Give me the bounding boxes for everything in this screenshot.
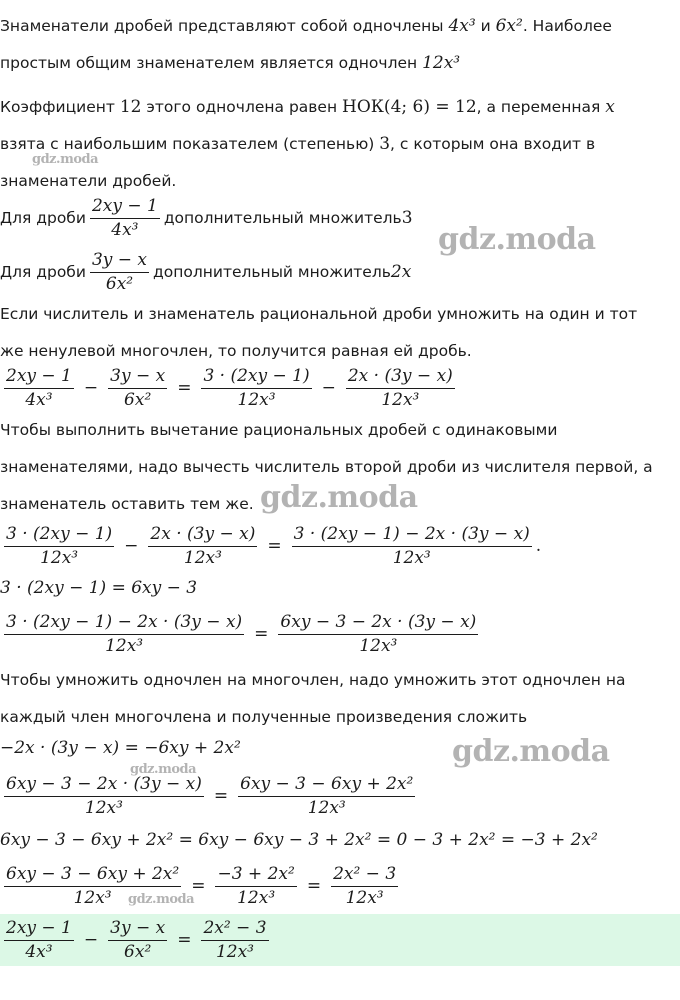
fraction: [201, 366, 311, 410]
paragraph-common-denominator: [0, 45, 680, 82]
equals-sign: =: [177, 930, 192, 950]
text: , а переменная: [476, 98, 606, 116]
fraction: [215, 864, 296, 908]
fraction: [4, 366, 74, 410]
equation-final-answer: [0, 914, 273, 966]
fraction: [90, 196, 160, 240]
denominator: 6x²: [124, 942, 152, 962]
text: же ненулевой многочлен, то получится равная ей дробь.: [0, 342, 472, 360]
equals-sign: =: [213, 786, 229, 806]
paragraph-rule-multiply: [0, 296, 680, 333]
paragraph-rule-multiply-end: [0, 333, 680, 370]
paragraph-exponent: [0, 126, 680, 163]
watermark-logo: gdz.moda: [260, 480, 418, 515]
fraction: [90, 250, 149, 294]
numerator: −3 + 2x²: [215, 864, 296, 887]
math-monomial: 12x³: [422, 53, 461, 73]
text: Для дроби: [0, 263, 86, 281]
watermark-logo: gdz.moda: [130, 762, 197, 777]
equation-simplify: [0, 864, 402, 908]
text: Чтобы выполнить вычетание рациональных дробей с одинаковыми: [0, 421, 558, 439]
equals-sign: =: [267, 536, 282, 556]
numerator: 3 · (2xy − 1): [4, 524, 114, 547]
denominator: 4x³: [25, 942, 53, 962]
math-number: 3: [379, 134, 391, 154]
numerator: 6xy − 3 − 6xy + 2x²: [238, 774, 415, 797]
math-monomial: 2x: [390, 262, 412, 282]
equation-expand-product: [0, 774, 419, 818]
fraction: [108, 918, 167, 962]
numerator: 3y − x: [90, 250, 149, 273]
minus-sign: −: [321, 378, 336, 398]
equation-combine: [0, 524, 541, 568]
numerator: 6xy − 3 − 2x · (3y − x): [278, 612, 478, 635]
denominator: 12x³: [237, 888, 276, 908]
fraction: [292, 524, 532, 568]
equation-line-b: [0, 738, 241, 758]
equals-sign: =: [191, 876, 206, 896]
denominator: 12x³: [392, 548, 431, 568]
text: взята с наибольшим показателем (степенью): [0, 135, 380, 153]
text: Если числитель и знаменатель рациональной дроби умножить на один и тот: [0, 305, 638, 323]
equation-line-a: [0, 578, 197, 598]
paragraph-rule-subtract: [0, 412, 680, 449]
text: Коэффициент: [0, 98, 120, 116]
denominator: 12x³: [84, 798, 123, 818]
denominator: 4x³: [25, 390, 53, 410]
equals-sign: =: [306, 876, 322, 896]
denominator: 6x²: [124, 390, 152, 410]
math-line: 6xy − 3 − 6xy + 2x² = 6xy − 6xy − 3 + 2x² = 0 − 3 + 2x² = −3 + 2x²: [0, 830, 598, 850]
fraction: [201, 918, 268, 962]
numerator: 2x² − 3: [201, 918, 268, 941]
denominator: 12x³: [215, 942, 254, 962]
math-line: 3 · (2xy − 1) = 6xy − 3: [0, 578, 198, 598]
denominator: 12x³: [183, 548, 222, 568]
text: . Наиболее: [522, 17, 612, 35]
text: каждый член многочлена и полученные произведения сложить: [0, 708, 528, 726]
text: дополнительный множитель: [153, 263, 391, 281]
additional-factor-1: [0, 196, 413, 240]
equation-line-c: [0, 830, 598, 850]
numerator: 6xy − 3 − 2x · (3y − x): [4, 774, 204, 797]
watermark-logo: gdz.moda: [32, 152, 99, 167]
fraction: [148, 524, 257, 568]
watermark-logo: gdz.moda: [128, 892, 195, 907]
paragraph-denominators-end: [0, 163, 680, 200]
numerator: 2xy − 1: [4, 918, 74, 941]
fraction: [4, 612, 244, 656]
denominator: 12x³: [105, 636, 144, 656]
numerator: 3y − x: [108, 366, 167, 389]
paragraph-rule-monomial-end: [0, 699, 680, 736]
numerator: 2xy − 1: [4, 366, 74, 389]
text: Чтобы умножить одночлен на многочлен, надо умножить этот одночлен на: [0, 671, 626, 689]
equation-expand: [0, 366, 459, 410]
additional-factor-2: [0, 250, 411, 294]
math-monomial: 4x³: [448, 16, 476, 36]
numerator: 3 · (2xy − 1): [201, 366, 311, 389]
text: и: [475, 17, 496, 35]
fraction: [238, 774, 415, 818]
fraction: [346, 366, 455, 410]
denominator: 6x²: [105, 274, 134, 294]
text: знаменатель оставить тем же.: [0, 495, 254, 513]
fraction: [108, 366, 167, 410]
denominator: 12x³: [359, 636, 398, 656]
denominator: 12x³: [381, 390, 420, 410]
math-number: 12: [119, 97, 142, 117]
math-number: 3: [401, 208, 413, 228]
math-monomial: 6x²: [495, 16, 523, 36]
numerator: 2xy − 1: [90, 196, 160, 219]
numerator: 3y − x: [108, 918, 167, 941]
watermark-logo: gdz.moda: [438, 222, 596, 257]
text: знаменатели дробей.: [0, 172, 177, 190]
numerator: 3 · (2xy − 1) − 2x · (3y − x): [292, 524, 532, 547]
denominator: 12x³: [307, 798, 346, 818]
numerator: 2x · (3y − x): [346, 366, 455, 389]
numerator: 2x · (3y − x): [148, 524, 257, 547]
text: , с которым она входит в: [390, 135, 596, 153]
text: этого одночлена равен: [141, 98, 343, 116]
text: дополнительный множитель: [163, 209, 402, 227]
denominator: 4x³: [111, 220, 139, 240]
equals-sign: =: [177, 378, 192, 398]
math-line: −2x · (3y − x) = −6xy + 2x²: [0, 738, 241, 758]
text: простым общим знаменателем является одночлен: [0, 54, 423, 72]
minus-sign: −: [83, 930, 99, 950]
fraction: [4, 918, 74, 962]
text: знаменателями, надо вычесть числитель второй дроби из числителя первой, а: [0, 458, 653, 476]
paragraph-coefficient: [0, 89, 680, 126]
numerator: 6xy − 3 − 6xy + 2x²: [4, 864, 181, 887]
paragraph-rule-monomial: [0, 662, 680, 699]
numerator: 2x² − 3: [331, 864, 398, 887]
equals-sign: =: [254, 624, 269, 644]
period: .: [535, 536, 542, 556]
equation-substitute: [0, 612, 482, 656]
text: Знаменатели дробей представляют собой одночлены: [0, 17, 449, 35]
fraction: [278, 612, 478, 656]
denominator: 12x³: [345, 888, 384, 908]
math-lcm: НОК(4; 6) = 12: [342, 97, 477, 117]
math-variable: x: [605, 97, 615, 117]
fraction: [331, 864, 398, 908]
fraction: [4, 774, 204, 818]
fraction: [4, 524, 114, 568]
denominator: 12x³: [73, 888, 112, 908]
denominator: 12x³: [237, 390, 276, 410]
watermark-logo: gdz.moda: [452, 734, 610, 769]
text: Для дроби: [0, 209, 86, 227]
denominator: 12x³: [40, 548, 79, 568]
numerator: 3 · (2xy − 1) − 2x · (3y − x): [4, 612, 244, 635]
minus-sign: −: [83, 378, 99, 398]
minus-sign: −: [124, 536, 139, 556]
paragraph-denominators: [0, 8, 680, 45]
